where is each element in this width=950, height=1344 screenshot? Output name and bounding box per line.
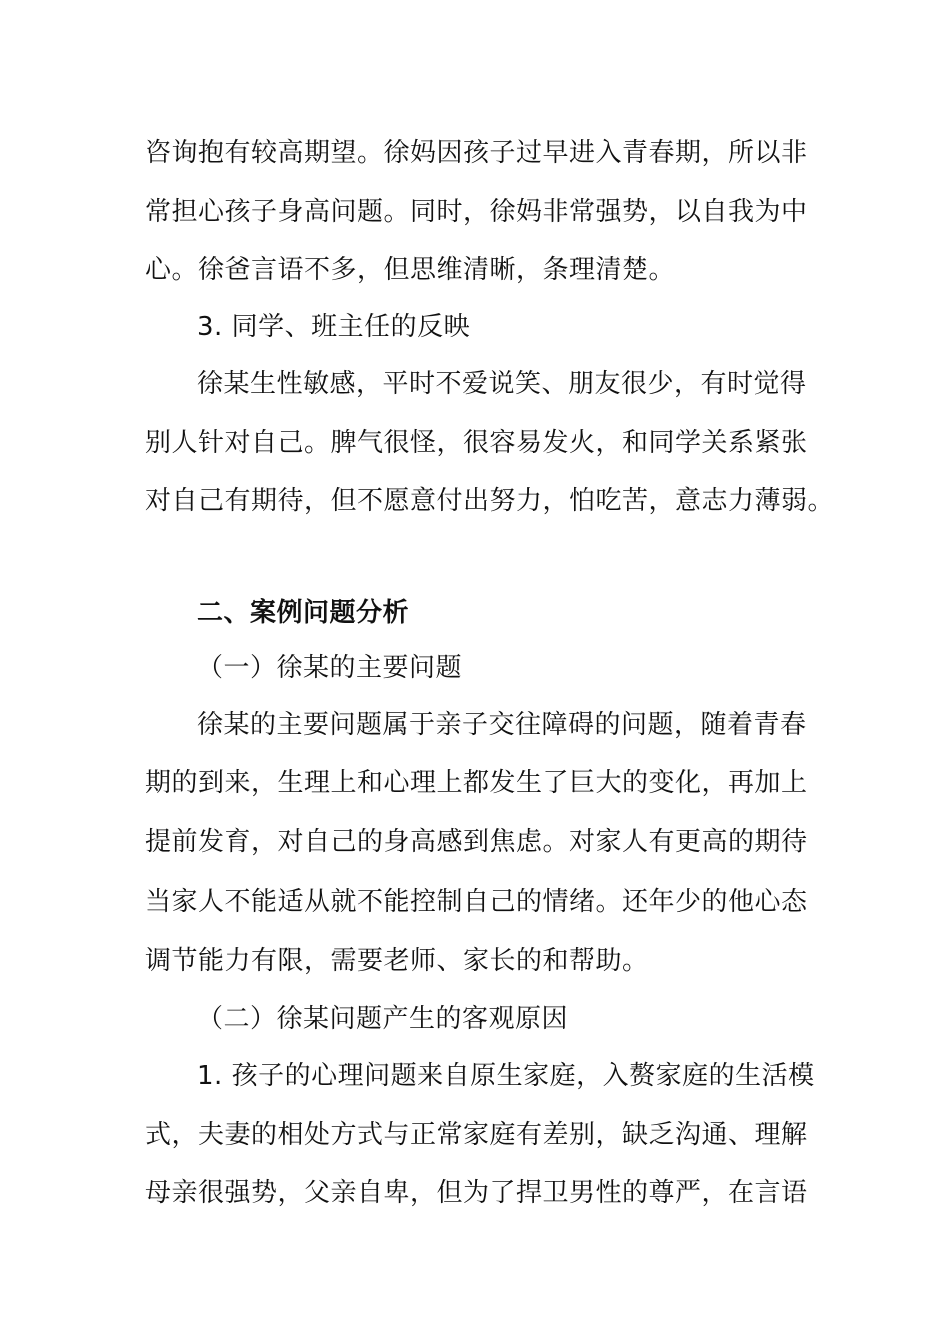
paragraph-line: 当家人不能适从就不能控制自己的情绪。还年少的他心态 (145, 887, 808, 917)
paragraph-line: 咨询抱有较高期望。徐妈因孩子过早进入青春期，所以非 (145, 138, 808, 168)
paragraph-line: 别人针对自己。脾气很怪，很容易发火，和同学关系紧张 (145, 428, 808, 458)
section-heading: 二、案例问题分析 (197, 598, 410, 628)
subheading: （二）徐某问题产生的客观原因 (197, 1004, 569, 1034)
paragraph-line: 徐某生性敏感，平时不爱说笑、朋友很少，有时觉得 (197, 369, 807, 399)
paragraph-line: 徐某的主要问题属于亲子交往障碍的问题，随着青春 (197, 710, 807, 740)
paragraph-line: 对自己有期待，但不愿意付出努力，怕吃苦，意志力薄弱。 (145, 486, 835, 516)
paragraph-line: 调节能力有限，需要老师、家长的和帮助。 (145, 946, 649, 976)
paragraph-line: 心。徐爸言语不多，但思维清晰，条理清楚。 (145, 255, 676, 285)
paragraph-line: 常担心孩子身高问题。同时，徐妈非常强势，以自我为中 (145, 197, 808, 227)
paragraph-line: 提前发育，对自己的身高感到焦虑。对家人有更高的期待 (145, 827, 808, 857)
paragraph-line: 式，夫妻的相处方式与正常家庭有差别，缺乏沟通、理解 (145, 1120, 808, 1150)
subheading: （一）徐某的主要问题 (197, 653, 463, 683)
subheading: 3. 同学、班主任的反映 (197, 312, 471, 342)
paragraph-line: 母亲很强势，父亲自卑，但为了捍卫男性的尊严，在言语 (145, 1178, 808, 1208)
paragraph-line: 1. 孩子的心理问题来自原生家庭，入赘家庭的生活模 (197, 1061, 815, 1091)
paragraph-line: 期的到来，生理上和心理上都发生了巨大的变化，再加上 (145, 768, 808, 798)
